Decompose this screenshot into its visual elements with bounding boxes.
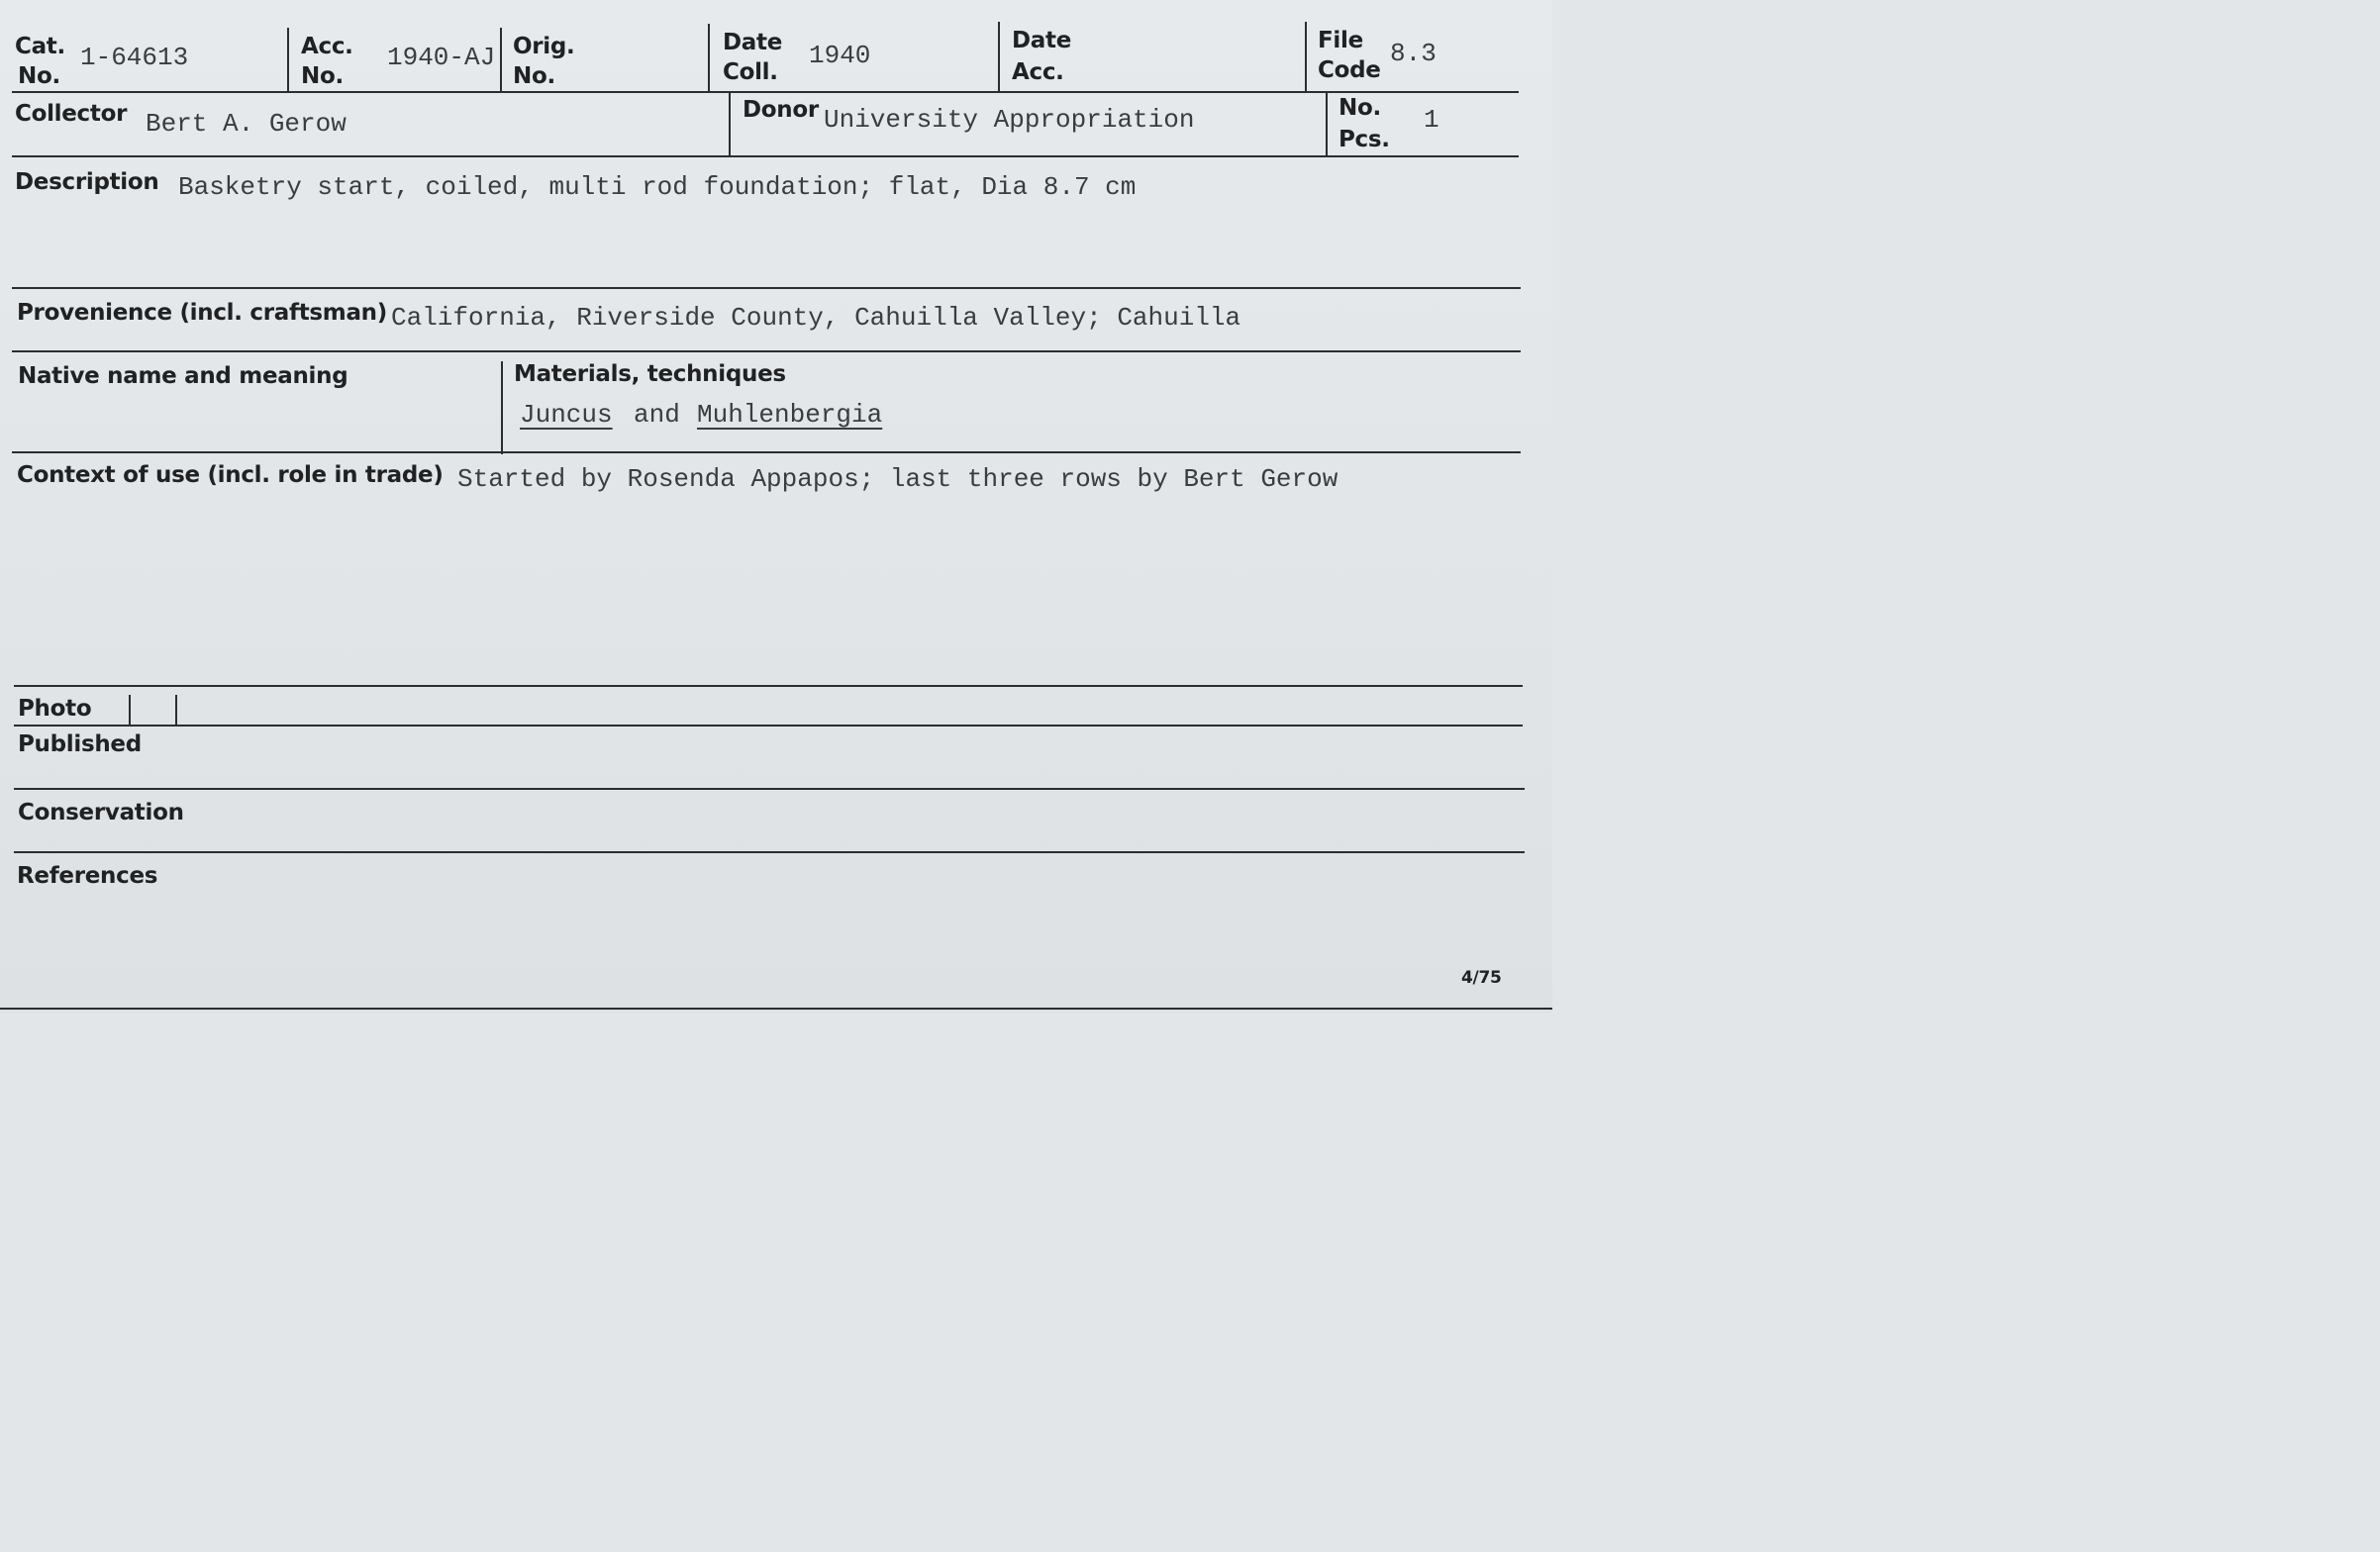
file-code-value: 8.3 [1390,39,1437,68]
date-acc-label-1: Date [1012,28,1072,53]
acc-no-label-1: Acc. [301,34,353,59]
published-label: Published [18,731,142,757]
context-label: Context of use (incl. role in trade) [17,462,444,488]
pcs-value: 1 [1424,105,1439,135]
divider [1305,22,1307,91]
materials-label: Materials, techniques [514,361,786,387]
photo-box-divider [129,695,131,727]
rule [12,451,1521,453]
divider [1326,92,1328,155]
date-coll-label-2: Coll. [723,59,778,85]
conservation-label: Conservation [18,800,184,825]
file-code-label-1: File [1318,28,1363,53]
date-coll-value: 1940 [809,41,871,70]
rule [12,155,1519,157]
divider [501,361,503,454]
materials-term-muhlenbergia: Muhlenbergia [697,400,883,430]
references-label: References [17,863,158,889]
cat-no-label-1: Cat. [15,34,65,59]
orig-no-label-1: Orig. [513,34,575,59]
cat-no-value: 1-64613 [80,43,189,72]
context-value: Started by Rosenda Appapos; last three rows by Bert Gerow [457,464,1339,494]
card-bottom-edge [0,1008,1552,1010]
collector-label: Collector [15,101,128,127]
catalog-card [0,0,1552,1013]
divider [998,22,1000,91]
provenience-value: California, Riverside County, Cahuilla Valley; Cahuilla [391,303,1241,333]
rule [14,788,1525,790]
provenience-label: Provenience (incl. craftsman) [17,300,387,326]
cat-no-label-2: No. [18,63,60,89]
rule [12,91,1519,93]
rule [12,350,1521,352]
collector-value: Bert A. Gerow [146,109,347,139]
date-coll-label-1: Date [723,30,783,55]
rule [14,725,1523,727]
donor-value: University Appropriation [824,105,1195,135]
materials-term-juncus: Juncus [520,400,613,430]
acc-no-value: 1940-AJ [387,43,496,72]
date-acc-label-2: Acc. [1012,59,1064,85]
native-name-label: Native name and meaning [18,363,348,389]
description-value: Basketry start, coiled, multi rod foundation; flat, Dia 8.7 cm [178,172,1137,202]
divider [287,28,289,93]
print-code: 4/75 [1461,968,1502,988]
orig-no-label-2: No. [513,63,555,89]
materials-and: and [634,400,680,430]
acc-no-label-2: No. [301,63,344,89]
photo-label: Photo [18,696,92,722]
pcs-label-1: No. [1339,95,1381,121]
rule [12,287,1521,289]
file-code-label-2: Code [1318,57,1381,83]
rule [14,851,1525,853]
pcs-label-2: Pcs. [1339,127,1390,152]
photo-box-divider [175,695,177,727]
rule [14,685,1523,687]
description-label: Description [15,169,159,195]
divider [729,92,731,157]
divider [500,28,502,93]
donor-label: Donor [743,97,819,123]
divider [708,24,710,93]
